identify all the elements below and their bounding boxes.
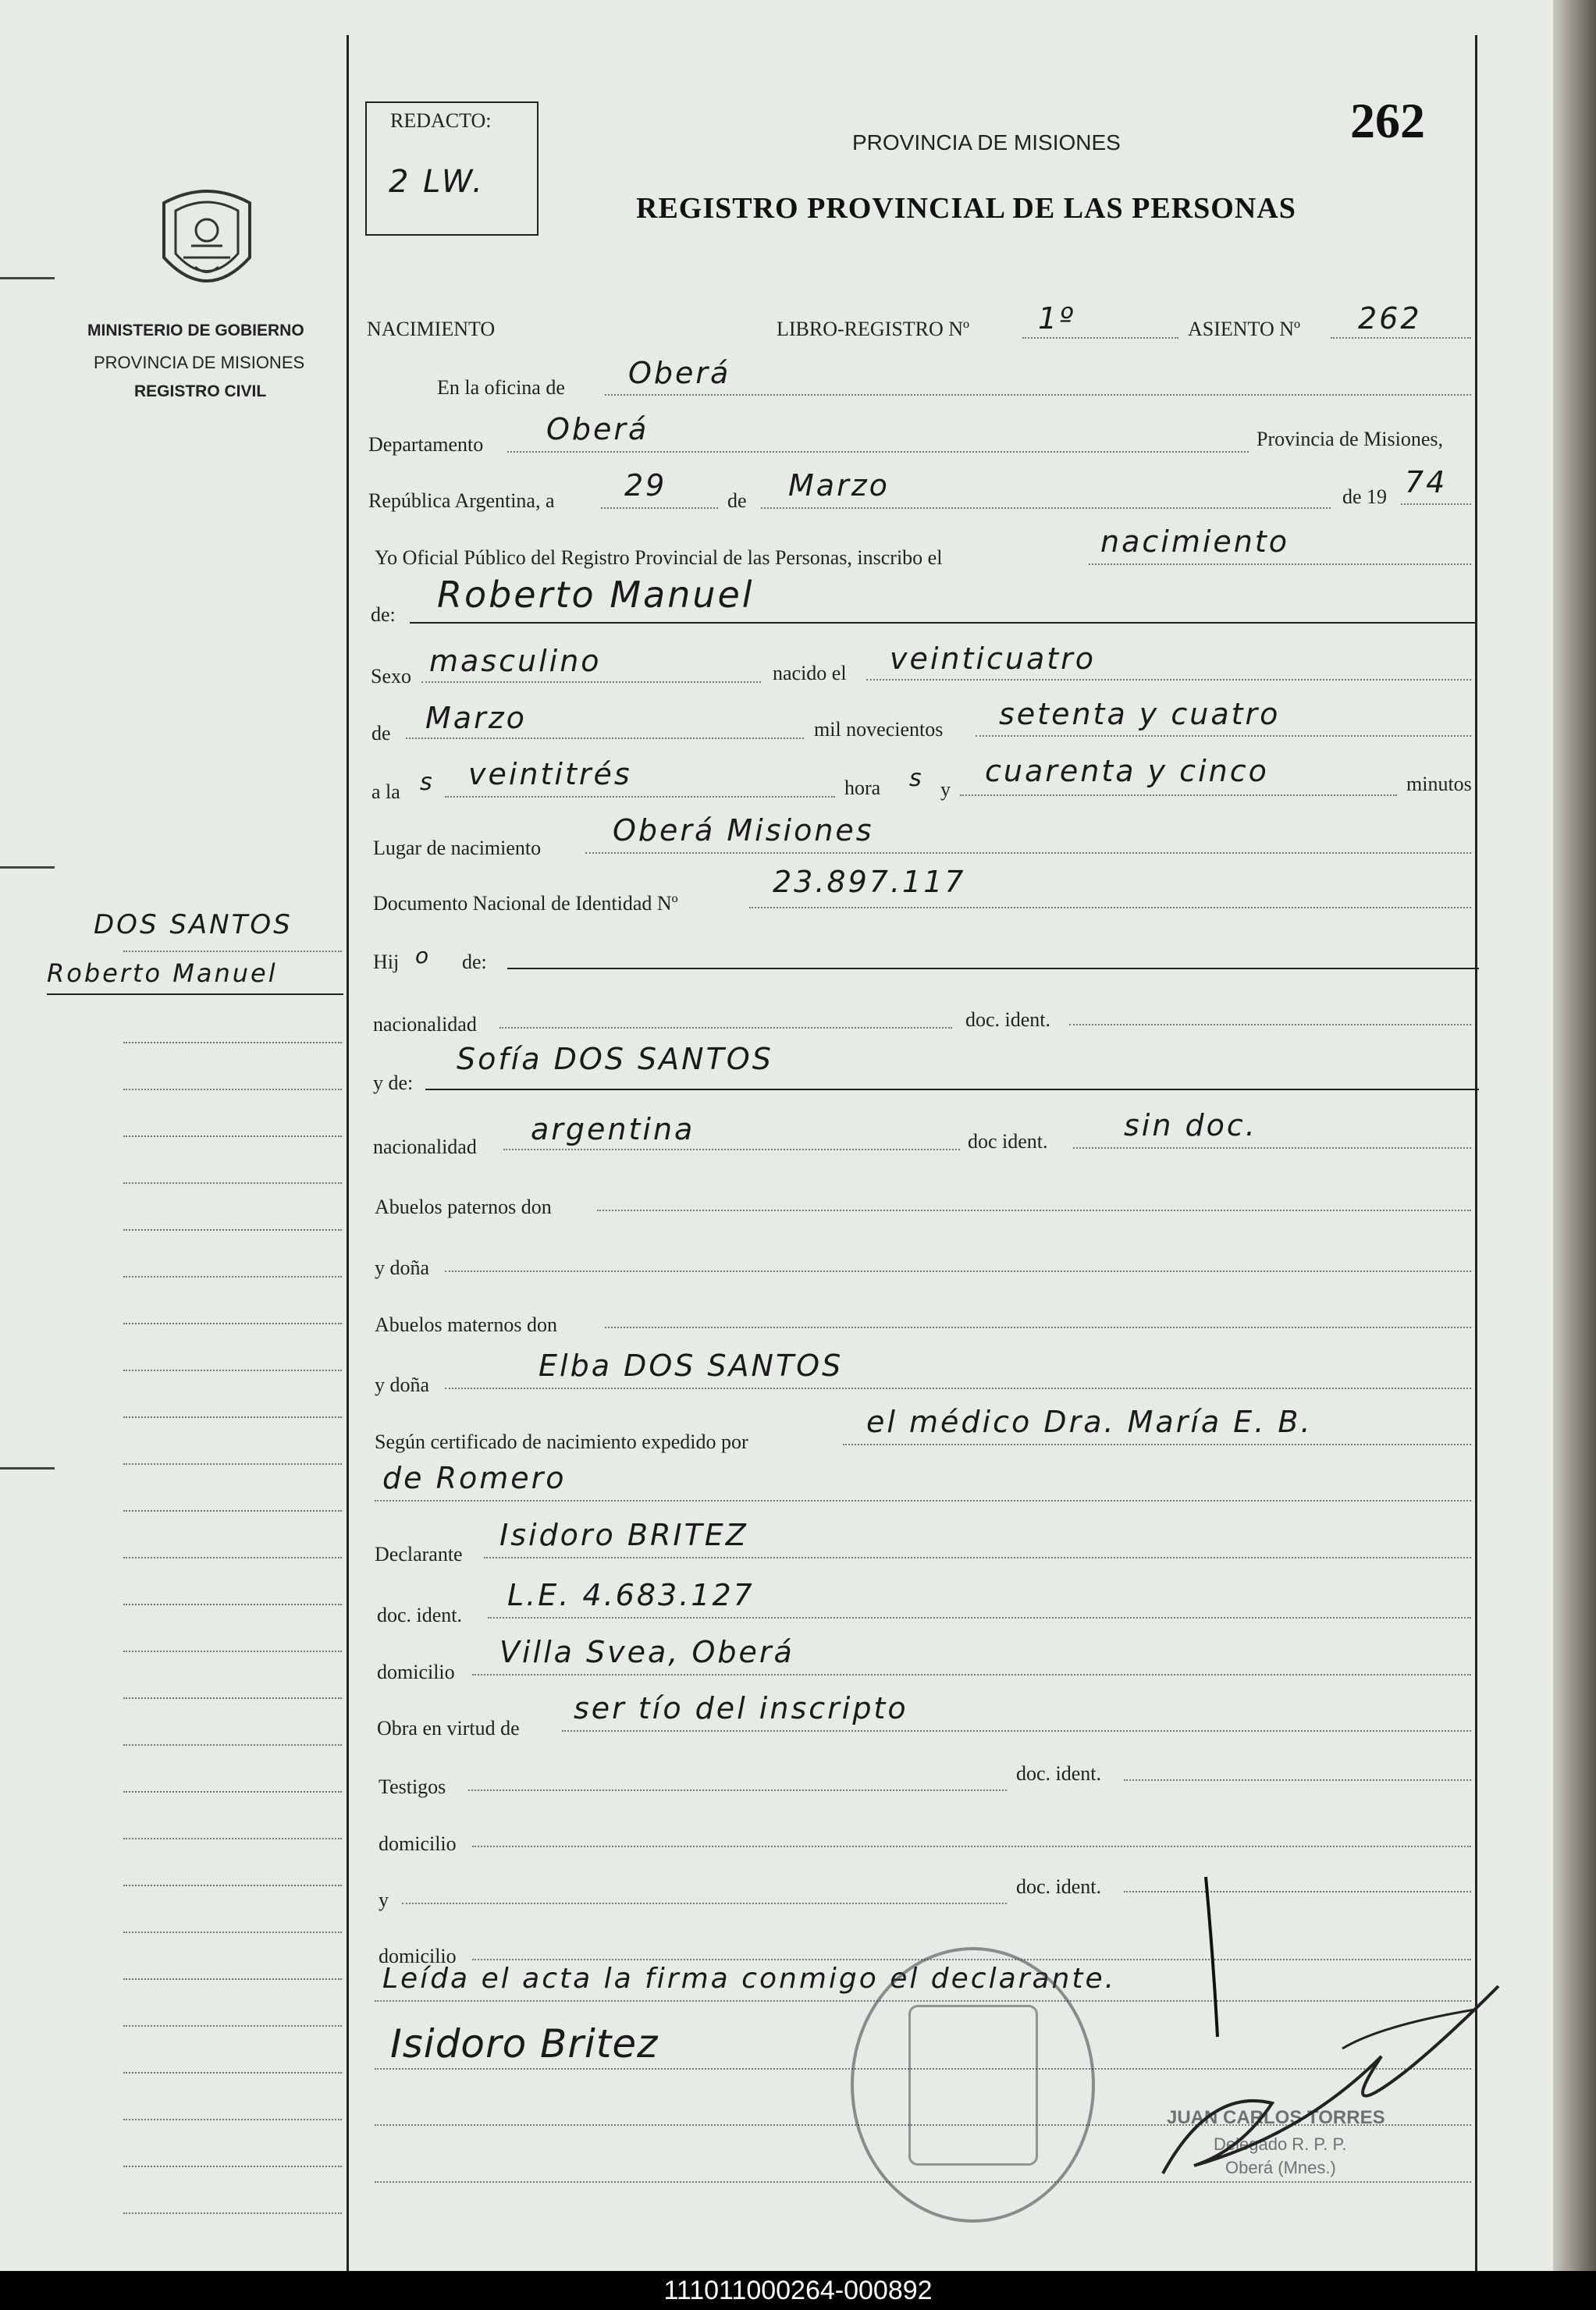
sexo-value: masculino — [429, 644, 602, 678]
redacto-label: REDACTO: — [390, 109, 492, 132]
official-name: JUAN CARLOS TORRES — [1167, 2107, 1385, 2128]
hijo-label: Hij — [373, 951, 400, 973]
binding-stitch — [0, 1467, 55, 1470]
provincia-suffix: Provincia de Misiones, — [1257, 428, 1444, 450]
domicilio3-label: domicilio — [379, 1945, 457, 1967]
lugar-label: Lugar de nacimiento — [373, 837, 542, 859]
mother-doc: sin doc. — [1124, 1108, 1257, 1143]
asiento-label: ASIENTO Nº — [1188, 318, 1301, 340]
margin-note-given-names: Roberto Manuel — [47, 958, 278, 988]
obra-value: ser tío del inscripto — [574, 1691, 908, 1725]
libro-label: LIBRO-REGISTRO Nº — [777, 318, 970, 340]
doc-ident4-label: doc. ident. — [1016, 1762, 1102, 1785]
mil-label: mil novecientos — [814, 718, 944, 741]
a-la-label: a la — [371, 780, 400, 803]
departamento-value: Oberá — [546, 412, 649, 446]
asiento-value: 262 — [1358, 301, 1422, 336]
y-de-label: y de: — [373, 1071, 414, 1094]
y-dona2-label: y doña — [375, 1374, 430, 1396]
official-signature-mark — [1147, 1869, 1506, 2197]
hour-value: veintitrés — [468, 757, 632, 791]
doc-ident5-label: doc. ident. — [1016, 1875, 1102, 1898]
redacto-value: 2 LW. — [389, 164, 485, 200]
archive-code: 111011000264-000892 — [0, 2271, 1596, 2310]
ministry-registro-civil: REGISTRO CIVIL — [134, 382, 267, 400]
hora-label: hora — [844, 777, 881, 799]
departamento-label: Departamento — [368, 433, 484, 456]
nacido-label: nacido el — [773, 662, 847, 684]
registry-title: REGISTRO PROVINCIAL DE LAS PERSONAS — [636, 192, 1296, 225]
de-year-label: de 19 — [1342, 485, 1388, 508]
minutos-label: minutos — [1406, 773, 1472, 795]
mother-name: Sofía DOS SANTOS — [457, 1042, 773, 1076]
left-margin-rule — [347, 35, 349, 2283]
closing-text: Leída el acta la firma conmigo el declarante. — [382, 1963, 1117, 1995]
de-label: de — [727, 489, 747, 512]
hijo-de-label: de: — [462, 951, 487, 973]
oficial-label: Yo Oficial Público del Registro Provincial de las Personas, inscribo el — [375, 546, 943, 569]
a-la-suffix: s — [420, 769, 435, 796]
domicilio2-label: domicilio — [379, 1832, 457, 1855]
dni-value: 23.897.117 — [773, 865, 966, 899]
oficial-value: nacimiento — [1100, 524, 1290, 559]
domicilio-label: domicilio — [377, 1661, 455, 1683]
official-place: Oberá (Mnes.) — [1225, 2158, 1336, 2177]
abuelos-paternos-label: Abuelos paternos don — [375, 1196, 552, 1218]
declarante-name: Isidoro BRITEZ — [499, 1518, 748, 1552]
abuelos-maternos-label: Abuelos maternos don — [375, 1313, 557, 1336]
declarante-doc: L.E. 4.683.127 — [507, 1578, 755, 1612]
declarante-label: Declarante — [375, 1543, 463, 1565]
mother-nationality: argentina — [531, 1112, 695, 1146]
ministry-province: PROVINCIA DE MISIONES — [94, 353, 305, 372]
book-edge — [1553, 0, 1596, 2271]
nacionalidad-label: nacionalidad — [373, 1013, 477, 1036]
y-dona-label: y doña — [375, 1256, 430, 1279]
hora-suffix: s — [909, 765, 924, 792]
testigos-label: Testigos — [379, 1775, 446, 1798]
y-label: y — [940, 778, 951, 801]
domicilio-value: Villa Svea, Oberá — [499, 1635, 794, 1669]
doc-ident2-label: doc ident. — [968, 1130, 1048, 1153]
official-title: Delegado R. P. P. — [1214, 2134, 1347, 2154]
lugar-value: Oberá Misiones — [613, 813, 874, 848]
redacto-box — [365, 101, 539, 236]
provincial-crest-icon — [148, 179, 265, 304]
sexo-label: Sexo — [371, 665, 411, 688]
doc-ident3-label: doc. ident. — [377, 1604, 463, 1626]
de-month-label: de — [371, 722, 391, 745]
birth-month-value: Marzo — [425, 701, 527, 735]
year-value: 74 — [1405, 465, 1448, 499]
margin-note-underline — [47, 993, 343, 995]
libro-value: 1º — [1038, 301, 1076, 336]
certificado-value-continued: de Romero — [382, 1461, 567, 1495]
day-value: 29 — [624, 468, 667, 503]
grandmother-name: Elba DOS SANTOS — [539, 1349, 844, 1383]
doc-ident-label: doc. ident. — [965, 1008, 1051, 1031]
official-seal — [851, 1947, 1095, 2223]
republica-label: República Argentina, a — [368, 489, 555, 512]
nacionalidad2-label: nacionalidad — [373, 1135, 477, 1158]
margin-note-surname: DOS SANTOS — [94, 909, 293, 940]
ministry-name: MINISTERIO DE GOBIERNO — [87, 322, 304, 339]
seal-emblem-icon — [908, 2005, 1038, 2166]
y2-label: y — [379, 1889, 389, 1911]
nacido-value: veinticuatro — [890, 641, 1096, 676]
minutes-value: cuarenta y cinco — [985, 754, 1269, 788]
de-name-label: de: — [371, 603, 396, 626]
page-number: 262 — [1350, 93, 1425, 148]
oficina-label: En la oficina de — [437, 376, 565, 399]
certificado-label: Según certificado de nacimiento expedido por — [375, 1430, 748, 1453]
certificado-value: el médico Dra. María E. B. — [866, 1405, 1313, 1439]
month-value: Marzo — [788, 468, 890, 503]
dni-label: Documento Nacional de Identidad Nº — [373, 892, 678, 915]
record-type: NACIMIENTO — [367, 318, 496, 340]
binding-stitch — [0, 866, 55, 869]
declarant-signature: Isidoro Britez — [390, 2021, 659, 2067]
mil-value: setenta y cuatro — [999, 697, 1281, 731]
hijo-suffix: o — [415, 943, 432, 968]
province-title: PROVINCIA DE MISIONES — [852, 130, 1121, 155]
binding-stitch — [0, 277, 55, 279]
obra-label: Obra en virtud de — [377, 1717, 520, 1740]
registrant-name: Roberto Manuel — [437, 574, 755, 616]
oficina-value: Oberá — [628, 356, 731, 390]
